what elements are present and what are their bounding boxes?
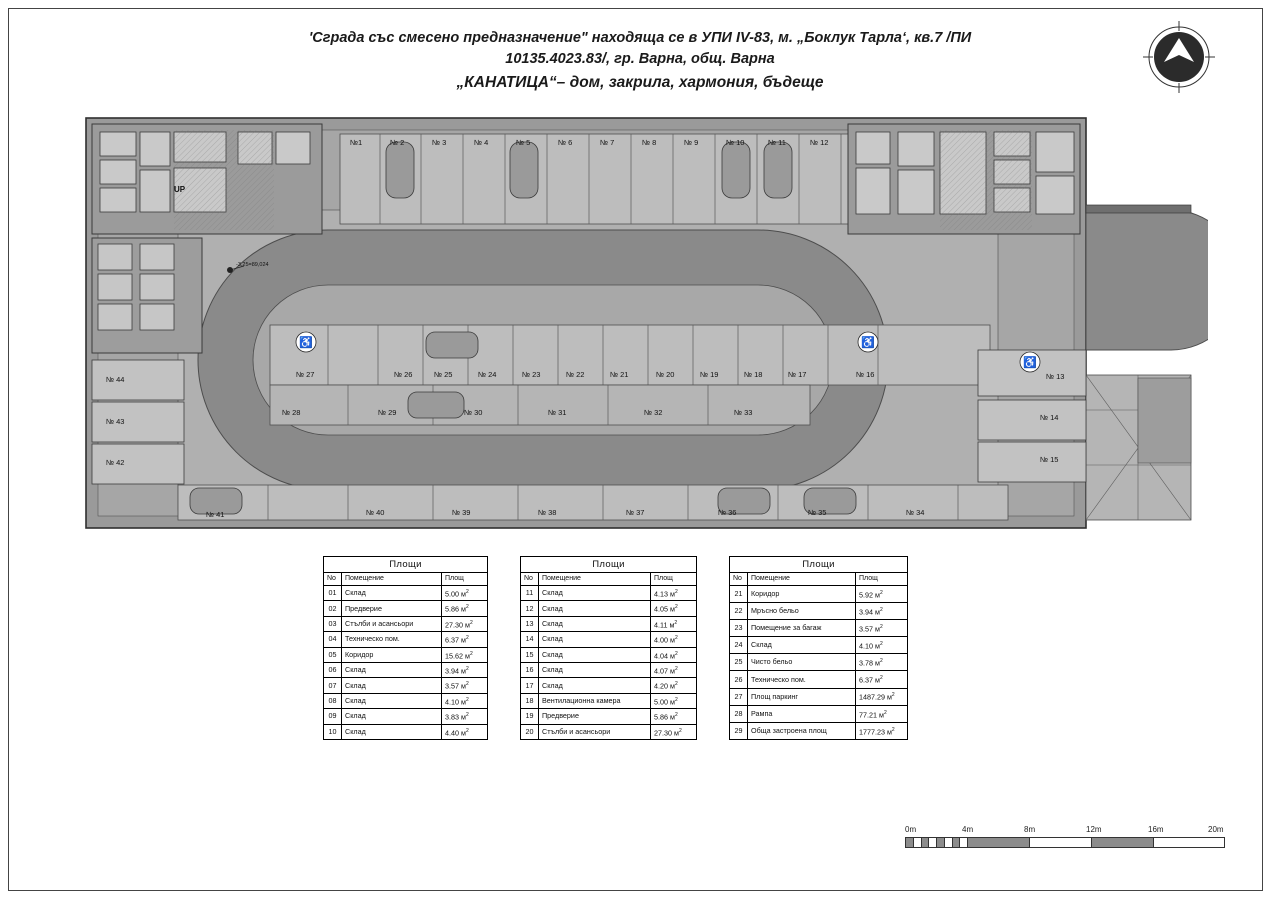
parking-label: № 16: [856, 370, 875, 379]
cell-area: 6.37 $м^2$: [442, 632, 488, 647]
table-row: [730, 620, 908, 637]
table-row: [730, 722, 908, 739]
parking-label: № 27: [296, 370, 315, 379]
up-label: UP: [174, 185, 186, 194]
cell-area: 4.00 $м^2$: [651, 632, 697, 647]
scale-segment: [1030, 838, 1092, 847]
cell-room: Склад: [539, 632, 651, 647]
table-row: [521, 724, 697, 739]
parking-label: № 21: [610, 370, 629, 379]
cell-no: 18: [521, 693, 539, 708]
table-row: [324, 662, 488, 677]
scale-label: 20m: [1208, 825, 1224, 834]
cell-room: Вентилационна камера: [539, 693, 651, 708]
table-row: [324, 647, 488, 662]
cell-no: 04: [324, 632, 342, 647]
cell-room: Чисто бельо: [748, 654, 856, 671]
parking-label: № 40: [366, 508, 385, 517]
area-tables: [323, 556, 908, 740]
table-row: [324, 616, 488, 631]
table-row: [521, 693, 697, 708]
table-row: [324, 601, 488, 616]
parking-label: № 17: [788, 370, 807, 379]
th-no: No: [730, 573, 748, 586]
cell-no: 29: [730, 722, 748, 739]
parking-label: № 14: [1040, 413, 1059, 422]
cell-no: 06: [324, 662, 342, 677]
cell-room: Обща застроена площ: [748, 722, 856, 739]
parking-label: № 38: [538, 508, 557, 517]
table-row: [521, 647, 697, 662]
drawing-title: [200, 28, 1080, 95]
parking-label: № 37: [626, 508, 645, 517]
table-caption: Площи: [323, 556, 488, 572]
parking-label: № 34: [906, 508, 925, 517]
scale-label: 12m: [1086, 825, 1102, 834]
table-header-row: [521, 573, 697, 586]
cell-room: Площ паркинг: [748, 688, 856, 705]
cell-no: 09: [324, 709, 342, 724]
parking-label: № 44: [106, 375, 125, 384]
parking-label: № 11: [768, 138, 786, 147]
parking-label: № 15: [1040, 455, 1059, 464]
table-row: [730, 705, 908, 722]
cell-area: 27.30 $м^2$: [442, 616, 488, 631]
cell-room: Рампа: [748, 705, 856, 722]
table-row: [521, 586, 697, 601]
scale-segment: [968, 838, 1030, 847]
scale-label: 0m: [905, 825, 917, 834]
cell-no: 02: [324, 601, 342, 616]
cell-no: 27: [730, 688, 748, 705]
parking-label: № 28: [282, 408, 301, 417]
cell-area: 1777.23 $м^2$: [856, 722, 908, 739]
parking-label: № 41: [206, 510, 225, 519]
scale-graphic: [905, 837, 1225, 848]
cell-room: Склад: [539, 601, 651, 616]
cell-area: 1487.29 $м^2$: [856, 688, 908, 705]
th-area: Площ: [442, 573, 488, 586]
th-no: No: [521, 573, 539, 586]
table-row: [521, 678, 697, 693]
cell-area: 4.10 $м^2$: [442, 693, 488, 708]
table-row: [521, 662, 697, 677]
table-row: [324, 678, 488, 693]
cell-room: Предверие: [539, 709, 651, 724]
parking-label: № 5: [516, 138, 531, 147]
scale-ticks: [906, 838, 968, 847]
parking-label: № 33: [734, 408, 753, 417]
parking-label: № 9: [684, 138, 699, 147]
cell-area: 4.11 $м^2$: [651, 616, 697, 631]
cell-no: 25: [730, 654, 748, 671]
cell-room: Склад: [539, 678, 651, 693]
cell-area: 3.57 $м^2$: [856, 620, 908, 637]
table-row: [730, 688, 908, 705]
cell-room: Предверие: [342, 601, 442, 616]
cell-room: Помещение за багаж: [748, 620, 856, 637]
th-room: Помещение: [748, 573, 856, 586]
parking-label: № 25: [434, 370, 453, 379]
scale-label: 4m: [962, 825, 974, 834]
parking-label: № 19: [700, 370, 719, 379]
cell-room: Склад: [342, 662, 442, 677]
parking-label: № 13: [1046, 372, 1065, 381]
table-row: [521, 601, 697, 616]
parking-label: № 31: [548, 408, 567, 417]
cell-area: 4.04 $м^2$: [651, 647, 697, 662]
cell-room: Склад: [342, 709, 442, 724]
cell-no: 19: [521, 709, 539, 724]
cell-room: Склад: [539, 662, 651, 677]
cell-no: 07: [324, 678, 342, 693]
parking-label: № 2: [390, 138, 405, 147]
cell-area: 3.57 $м^2$: [442, 678, 488, 693]
scale-labels: [905, 825, 1225, 837]
table-caption: Площи: [729, 556, 908, 572]
cell-area: 4.10 $м^2$: [856, 637, 908, 654]
table-row: [521, 709, 697, 724]
th-area: Площ: [651, 573, 697, 586]
table-row: [730, 586, 908, 603]
table-row: [730, 671, 908, 688]
floor-plan: [78, 110, 1208, 550]
parking-label: № 22: [566, 370, 585, 379]
areas-table-3: [729, 556, 908, 740]
cell-area: 3.94 $м^2$: [856, 603, 908, 620]
scale-bar: [905, 825, 1225, 848]
cell-area: 6.37 $м^2$: [856, 671, 908, 688]
parking-label: № 43: [106, 417, 125, 426]
cell-no: 26: [730, 671, 748, 688]
cell-no: 14: [521, 632, 539, 647]
table-row: [730, 654, 908, 671]
parking-label: № 6: [558, 138, 573, 147]
cell-no: 08: [324, 693, 342, 708]
cell-area: 5.86 $м^2$: [442, 601, 488, 616]
cell-room: Коридор: [342, 647, 442, 662]
svg-text:♿: ♿: [861, 337, 875, 349]
parking-label: № 23: [522, 370, 541, 379]
cell-area: 5.00 $м^2$: [651, 693, 697, 708]
parking-label: № 8: [642, 138, 657, 147]
title-line-2: 10135.4023.83/, гр. Варна, общ. Варна: [505, 51, 775, 68]
level-marker: -3,25=89,024: [236, 262, 269, 268]
table-row: [324, 709, 488, 724]
cell-area: 5.00 $м^2$: [442, 586, 488, 601]
cell-no: 15: [521, 647, 539, 662]
cell-area: 3.94 $м^2$: [442, 662, 488, 677]
cell-area: 5.92 $м^2$: [856, 586, 908, 603]
title-line-3: „КАНАТИЦА“– дом, закрила, хармония, бъдеще: [456, 74, 824, 92]
cell-no: 21: [730, 586, 748, 603]
cell-room: Склад: [539, 647, 651, 662]
cell-room: Склад: [539, 616, 651, 631]
table-row: [324, 724, 488, 739]
parking-label: № 39: [452, 508, 471, 517]
parking-label: № 30: [464, 408, 483, 417]
parking-label: № 42: [106, 458, 125, 467]
table-row: [730, 637, 908, 654]
table-row: [324, 586, 488, 601]
parking-label: № 36: [718, 508, 737, 517]
table-header-row: [730, 573, 908, 586]
cell-room: Стълби и асансьори: [342, 616, 442, 631]
parking-label: № 26: [394, 370, 413, 379]
th-area: Площ: [856, 573, 908, 586]
areas-table-2: [520, 556, 697, 740]
cell-room: Коридор: [748, 586, 856, 603]
cell-room: Склад: [342, 724, 442, 739]
cell-no: 13: [521, 616, 539, 631]
cell-room: Стълби и асансьори: [539, 724, 651, 739]
table-row: [521, 632, 697, 647]
cell-no: 11: [521, 586, 539, 601]
cell-area: 4.40 $м^2$: [442, 724, 488, 739]
table-caption: Площи: [520, 556, 697, 572]
cell-no: 22: [730, 603, 748, 620]
cell-no: 12: [521, 601, 539, 616]
cell-area: 15.62 $м^2$: [442, 647, 488, 662]
cell-no: 24: [730, 637, 748, 654]
cell-no: 20: [521, 724, 539, 739]
areas-table-1: [323, 556, 488, 740]
parking-label: № 7: [600, 138, 615, 147]
scale-label: 16m: [1148, 825, 1164, 834]
scale-segment: [1092, 838, 1154, 847]
cell-area: 3.78 $м^2$: [856, 654, 908, 671]
scale-segment: [1154, 838, 1216, 847]
table-row: [730, 603, 908, 620]
cell-area: 4.05 $м^2$: [651, 601, 697, 616]
cell-no: 16: [521, 662, 539, 677]
parking-label: № 18: [744, 370, 763, 379]
table-row: [324, 632, 488, 647]
cell-room: Склад: [342, 693, 442, 708]
cell-no: 23: [730, 620, 748, 637]
th-no: No: [324, 573, 342, 586]
table-row: [521, 616, 697, 631]
parking-label: № 4: [474, 138, 489, 147]
parking-label: № 12: [810, 138, 829, 147]
th-room: Помещение: [539, 573, 651, 586]
cell-room: Техническо пом.: [748, 671, 856, 688]
cell-room: Склад: [342, 678, 442, 693]
table-header-row: [324, 573, 488, 586]
parking-label: № 32: [644, 408, 663, 417]
parking-label: № 29: [378, 408, 397, 417]
cell-room: Мръсно бельо: [748, 603, 856, 620]
cell-area: 3.83 $м^2$: [442, 709, 488, 724]
cell-area: 4.07 $м^2$: [651, 662, 697, 677]
parking-label: № 20: [656, 370, 675, 379]
cell-no: 28: [730, 705, 748, 722]
title-line-1: 'Сграда със смесено предназначение" находяща се в УПИ IV-83, м. „Боклук Тарла‘, кв.7 /ПИ: [308, 30, 972, 46]
svg-text:♿: ♿: [299, 337, 313, 349]
parking-label: № 24: [478, 370, 497, 379]
cell-area: 5.86 $м^2$: [651, 709, 697, 724]
svg-text:♿: ♿: [1023, 357, 1037, 369]
cell-no: 05: [324, 647, 342, 662]
parking-label: № 35: [808, 508, 827, 517]
th-room: Помещение: [342, 573, 442, 586]
parking-label: № 10: [726, 138, 745, 147]
cell-room: Склад: [748, 637, 856, 654]
cell-room: Техническо пом.: [342, 632, 442, 647]
cell-no: 10: [324, 724, 342, 739]
cell-area: 77.21 $м^2$: [856, 705, 908, 722]
cell-area: 27.30 $м^2$: [651, 724, 697, 739]
north-arrow: [1140, 18, 1218, 96]
cell-no: 01: [324, 586, 342, 601]
cell-area: 4.13 $м^2$: [651, 586, 697, 601]
cell-no: 03: [324, 616, 342, 631]
cell-no: 17: [521, 678, 539, 693]
cell-area: 4.20 $м^2$: [651, 678, 697, 693]
parking-label: № 3: [432, 138, 447, 147]
cell-room: Склад: [342, 586, 442, 601]
cell-room: Склад: [539, 586, 651, 601]
table-row: [324, 693, 488, 708]
scale-label: 8m: [1024, 825, 1036, 834]
parking-label: №1: [350, 138, 363, 147]
